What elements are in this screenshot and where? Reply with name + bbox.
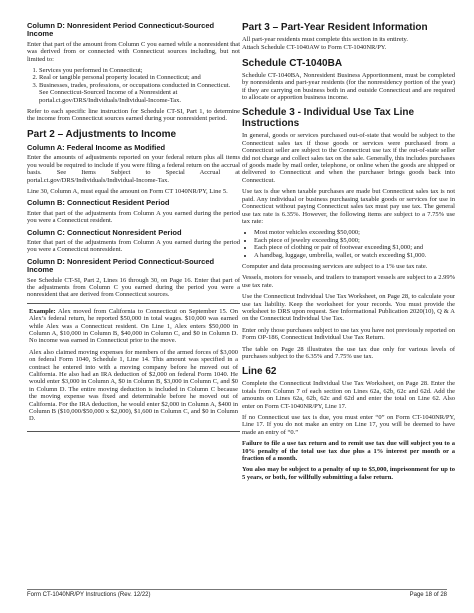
line-62-heading: Line 62 xyxy=(242,366,277,378)
list-item: • A handbag, luggage, umbrella, wallet, or watch exceeding $1,000. xyxy=(254,252,455,259)
rate-bullet-list xyxy=(242,229,455,259)
part-3-heading: Part 3 – Part-Year Resident Information xyxy=(242,22,428,33)
schedule-3-heading: Schedule 3 - Individual Use Tax Line Instructions xyxy=(242,107,415,130)
list-item: 2. Real or tangible personal property located in Connecticut; and xyxy=(39,74,240,81)
list-item: 1. Services you performed in Connecticut; xyxy=(39,67,240,74)
footer-rule xyxy=(27,589,447,590)
example-paragraph-2: Alex also claimed moving expenses for members of the armed forces of $3,000 on federal Form 1040, Schedule 1, Line 14. This amount was specified in a contract he entered into with a moving company before he moved out of California. He also had an IRA deduction of $2,000 on federal Form 1040. He would enter $3,000 in Column A, $0 in Column B, $3,000 in Column C, and $0 in Column D. The entire moving deduction is included in Column C because the moving expense was fixed and determinable before he moved out of California. For the IRA deduction, he would enter $2,000 in Column A, $400 in Column B ($10,000/$50,000 x $2,000), $1,600 in Column C, and $0 in Column D. xyxy=(29,348,238,423)
column-a-line30: Line 30, Column A, must equal the amount on Form CT 1040NR/PY, Line 5. xyxy=(27,187,228,195)
part-2-heading: Part 2 – Adjustments to Income xyxy=(27,128,177,140)
line-62-text-1: Complete the Connecticut Individual Use Tax Worksheet, on Page 28. Enter the totals from Column 7 of each section on Lines 62a, 62b, 62c and 62d. Add the amounts on Lines 62a, 62b, 62c and 62d and enter the total on Line 62. Also enter on Form CT-1040NR/PY, Line 17. xyxy=(242,380,455,410)
line-62-penalty: Failure to file a use tax return and to remit use tax due will subject you to a 10% penalty of the total use tax due plus a 1% interest per month or a fraction of a month. xyxy=(242,440,455,463)
column-d-after: Refer to each specific line instruction for Schedule CT-SI, Part 1, to determine the income from Connecticut sources earned during your nonresident period. xyxy=(27,108,240,123)
list-item: • Each piece of clothing or pair of footwear exceeding $1,000; and xyxy=(254,244,455,251)
schedule-ba-heading: Schedule CT-1040BA xyxy=(242,57,343,69)
example-label: Example: xyxy=(29,307,56,315)
schedule-3-text-7: The table on Page 28 illustrates the use tax due only for various levels of purchases subject to the 6.35% and 7.75% use tax. xyxy=(242,345,455,360)
schedule-ba-text: Schedule CT-1040BA, Nonresident Business Apportionment, must be completed by nonresidents and part-year residents (for the nonresidency portion of the year) if they are carrying on business both in and outside Connecticut and are required to allocate or apportion business income. xyxy=(242,71,455,102)
schedule-3-text-5: Use the Connecticut Individual Use Tax Worksheet, on Page 28, to calculate your use tax liability. Keep the worksheet for your records. You must provide the worksheet to DRS upon request. See Informational Publication 2020(10), Q & A on the Connecticut Individual Use Tax. xyxy=(242,293,455,323)
example-text-1: Alex moved from California to Connecticut on September 15. On Alex’s federal return, he reported $50,000 in total wages. $10,000 was earned while Alex was a Connecticut resident. On Line 1, Alex enters $50,000 in Column A, $10,000 in Column B, $40,000 in Column C, and $0 in Column D. No income was earned in Connecticut prior to the move. xyxy=(29,307,238,345)
column-a-text: Enter the amounts of adjustments reported on your federal return plus all items you would be required to include if you were filing a federal return on the accrual basis. See Items Subject to Special Accrual at portal.ct.gov/DRS/Individuals/Individual-Income-Tax. xyxy=(27,154,240,184)
column-d2-text: See Schedule CT-SI, Part 2, Lines 16 through 30, on Page 16. Enter that part of the adjustments from Column C you earned during the period you were a nonresident that are derived from Connecticut sources. xyxy=(27,276,240,299)
example-box xyxy=(27,303,240,432)
column-d-heading: Column D: Nonresident Period Connecticut-Sourced Income xyxy=(27,21,215,39)
part-3-text-2: Attach Schedule CT-1040AW to Form CT-1040NR/PY. xyxy=(242,44,387,52)
schedule-3-text-2: Use tax is due when taxable purchases are made but Connecticut sales tax is not paid. Any individual or business purchasing taxable goods or services for use in Connecticut without paying Connecticut sales tax must pay use tax. The general use tax rate is 6.35%. However, the following items are subject to a 7.75% use tax rate: xyxy=(242,188,455,225)
right-column xyxy=(242,22,455,485)
footer-form-id: Form CT-1040NR/PY Instructions (Rev. 12/22) xyxy=(27,592,151,598)
column-d2-heading: Column D: Nonresident Period Connecticut-Sourced Income xyxy=(27,256,215,275)
column-c-heading: Column C: Connecticut Nonresident Period xyxy=(27,227,182,237)
schedule-3-text-6: Enter only those purchases subject to use tax you have not previously reported on Form OP-186, Connecticut Individual Use Tax Return. xyxy=(242,326,455,342)
list-item: 3. Businesses, trades, professions, or occupations conducted in Connecticut. See Connecticut-Sourced Income of a Nonresident at portal.ct.gov/DRS/Individuals/Individual-Income-Tax. xyxy=(39,82,240,104)
list-item: • Most motor vehicles exceeding $50,000; xyxy=(254,229,455,236)
line-62-penalty-2: You also may be subject to a penalty of up to $5,000, imprisonment for up to 5 years, or both, for willfully submitting a false return. xyxy=(242,466,455,481)
line-62-text-2: If no Connecticut use tax is due, you must enter “0” on Form CT-1040NR/PY, Line 17. If you do not make an entry on Line 17, you will be deemed to have made an entry of “0.” xyxy=(242,414,455,436)
column-c-text: Enter that part of the adjustments from Column A you earned during the period you were a Connecticut nonresident. xyxy=(27,238,240,254)
footer-page-number: Page 18 of 28 xyxy=(409,592,447,598)
column-d-list xyxy=(27,67,240,104)
column-b-text: Enter that part of the adjustments from Column A you earned during the period you were a Connecticut resident. xyxy=(27,209,240,225)
example-paragraph-1 xyxy=(29,308,238,345)
schedule-3-text-4: Vessels, motors for vessels, and trailers to transport vessels are subject to a 2.99% use tax rate. xyxy=(242,274,455,289)
part-3-text-1: All part-year residents must complete this section in its entirety. xyxy=(242,36,409,43)
list-item: • Each piece of jewelry exceeding $5,000; xyxy=(254,237,455,244)
column-a-heading: Column A: Federal Income as Modified xyxy=(27,142,166,152)
schedule-3-text-3: Computer and data processing services are subject to a 1% use tax rate. xyxy=(242,262,428,270)
schedule-3-text-1: In general, goods or services purchased out-of-state that would be subject to the Connecticut sales tax if those goods or services were purchased from a Connecticut seller are subject to the Connecticut use tax if the out-of-state seller did not charge and collect sales tax on the sale. Generally, this includes purchases of goods made by mail order, telephone, or online when the goods are shipped or delivered to Connecticut and when the purchaser brings goods back into Connecticut. xyxy=(242,132,455,184)
left-column xyxy=(27,22,240,432)
column-b-heading: Column B: Connecticut Resident Period xyxy=(27,198,170,208)
column-d-intro: Enter that part of the amount from Column C you earned while a nonresident that was derived from or connected with Connecticut sources including, but not limited to: xyxy=(27,40,240,63)
